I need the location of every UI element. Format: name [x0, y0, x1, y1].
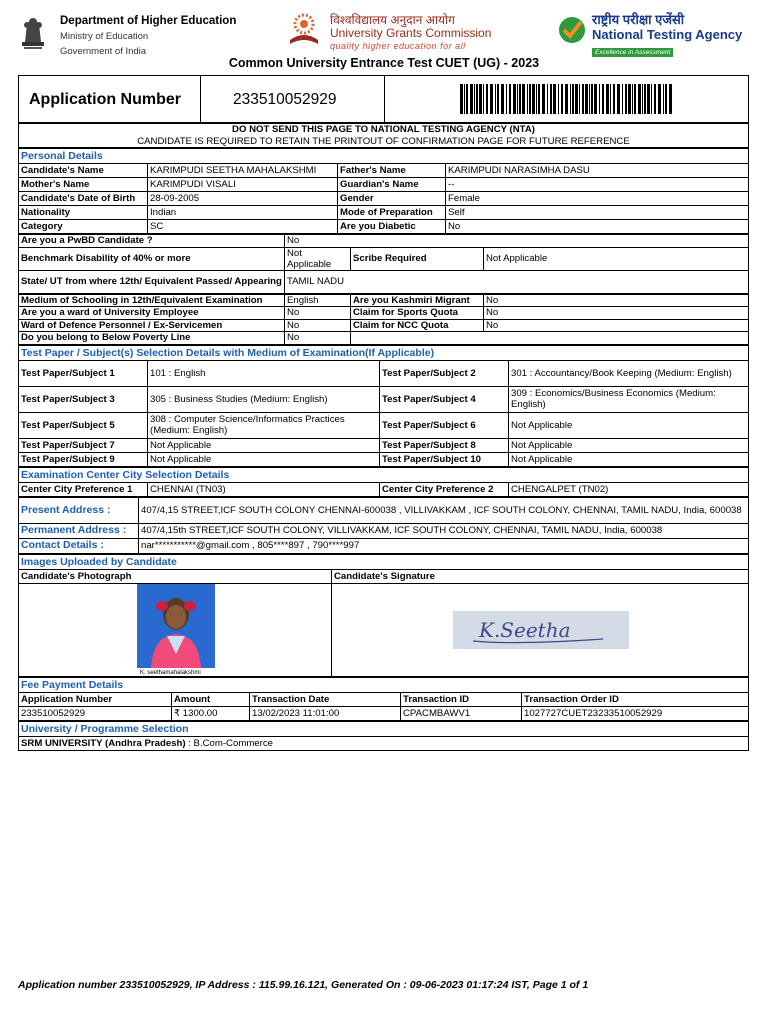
- notice-line2: CANDIDATE IS REQUIRED TO RETAIN THE PRINTOUT OF CONFIRMATION PAGE FOR FUTURE REFERENCE: [19, 136, 749, 148]
- candidate-signature: [453, 611, 629, 649]
- signature-text: K.Seetha: [479, 617, 571, 642]
- course-name: : B.Com-Commerce: [185, 737, 273, 749]
- ugc-english: University Grants Commission: [330, 26, 492, 40]
- value-scribe: Not Applicable: [484, 247, 749, 270]
- subject-row: [19, 360, 749, 386]
- center-heading: Examination Center City Selection Details: [18, 467, 749, 482]
- value-sports: No: [484, 307, 749, 320]
- nta-badge: Excellence in Assessment: [592, 48, 673, 57]
- page-footer: Application number 233510052929, IP Address : 115.99.16.121, Generated On : 09-06-2023 01:17:24 IST, Page 1 of 1: [18, 979, 589, 991]
- subject-value: Not Applicable: [148, 452, 380, 466]
- value-category: SC: [148, 220, 338, 234]
- fee-header-txn-id: Transaction ID: [401, 692, 522, 706]
- label-ncc: Claim for NCC Quota: [351, 319, 484, 332]
- value-ward-def: No: [285, 319, 351, 332]
- fee-header-application: Application Number: [19, 692, 172, 706]
- subject-value: Not Applicable: [509, 412, 749, 438]
- fee-date: 13/02/2023 11:01:00: [250, 706, 401, 720]
- value-father-name: KARIMPUDI NARASIMHA DASU: [446, 164, 749, 178]
- label-center-pref2: Center City Preference 2: [380, 482, 509, 496]
- value-ncc: No: [484, 319, 749, 332]
- page-header: [18, 8, 750, 60]
- label-mode: Mode of Preparation: [338, 206, 446, 220]
- label-center-pref1: Center City Preference 1: [19, 482, 148, 496]
- subject-row: [19, 452, 749, 466]
- government-name: Government of India: [60, 46, 147, 57]
- fee-order-id: 1027727CUET23233510052929: [522, 706, 749, 720]
- fee-header-date: Transaction Date: [250, 692, 401, 706]
- subject-label: Test Paper/Subject 10: [380, 452, 509, 466]
- label-guardian-name: Guardian's Name: [338, 178, 446, 192]
- value-dob: 28-09-2005: [148, 192, 338, 206]
- label-dob: Candidate's Date of Birth: [19, 192, 148, 206]
- subject-value: 309 : Economics/Business Economics (Medium: English): [509, 386, 749, 412]
- signature-cell: [332, 583, 749, 676]
- subject-value: 308 : Computer Science/Informatics Practices (Medium: English): [148, 412, 380, 438]
- value-bpl: No: [285, 332, 351, 345]
- value-kashmiri: No: [484, 294, 749, 307]
- value-center-pref1: CHENNAI (TN03): [148, 482, 380, 496]
- fee-txn-id: CPACMBAWV1: [401, 706, 522, 720]
- value-gender: Female: [446, 192, 749, 206]
- present-address-label: Present Address :: [19, 497, 139, 523]
- ugc-tagline: quality higher education for all: [330, 41, 466, 51]
- present-address: 407/4,15 STREET,ICF SOUTH COLONY CHENNAI-600038 , VILLIVAKKAM , ICF SOUTH COLONY, CHENNAI, TAMIL NADU, India, 600038: [139, 497, 749, 523]
- value-guardian-name: --: [446, 178, 749, 192]
- label-state: State/ UT from where 12th/ Equivalent Passed/ Appearing: [19, 270, 285, 293]
- ugc-logo-icon: [286, 10, 322, 50]
- empty-cell: [351, 332, 749, 345]
- label-nationality: Nationality: [19, 206, 148, 220]
- notice-line1: DO NOT SEND THIS PAGE TO NATIONAL TESTING AGENCY (NTA): [19, 124, 749, 136]
- signature-label: Candidate's Signature: [332, 569, 749, 583]
- value-mode: Self: [446, 206, 749, 220]
- subject-row: [19, 438, 749, 452]
- nta-hindi: राष्ट्रीय परीक्षा एजेंसी: [592, 12, 685, 27]
- label-pwbd: Are you a PwBD Candidate ?: [19, 235, 285, 248]
- dept-title: Department of Higher Education: [60, 15, 237, 27]
- ugc-text: [330, 14, 491, 53]
- label-diabetic: Are you Diabetic: [338, 220, 446, 234]
- subject-value: 305 : Business Studies (Medium: English): [148, 386, 380, 412]
- label-category: Category: [19, 220, 148, 234]
- subject-row: [19, 412, 749, 438]
- label-candidate-name: Candidate's Name: [19, 164, 148, 178]
- label-scribe: Scribe Required: [351, 247, 484, 270]
- nta-text: [592, 12, 742, 57]
- subject-value: 301 : Accountancy/Book Keeping (Medium: English): [509, 360, 749, 386]
- images-heading: Images Uploaded by Candidate: [18, 554, 749, 569]
- value-center-pref2: CHENGALPET (TN02): [509, 482, 749, 496]
- subject-label: Test Paper/Subject 2: [380, 360, 509, 386]
- label-benchmark: Benchmark Disability of 40% or more: [19, 247, 285, 270]
- permanent-address: 407/4,15th STREET,ICF SOUTH COLONY, VILLIVAKKAM, ICF SOUTH COLONY, CHENNAI, TAMIL NADU, India, 600038: [139, 523, 749, 538]
- checkmark-logo-icon: [558, 16, 586, 44]
- value-pwbd: No: [285, 235, 749, 248]
- value-benchmark: Not Applicable: [285, 247, 351, 270]
- subject-value: 101 : English: [148, 360, 380, 386]
- subject-value: Not Applicable: [509, 452, 749, 466]
- ministry-name: Ministry of Education: [60, 31, 149, 42]
- value-mother-name: KARIMPUDI VISALI: [148, 178, 338, 192]
- fee-application: 233510052929: [19, 706, 172, 720]
- photo-cell: [19, 583, 332, 676]
- subject-label: Test Paper/Subject 4: [380, 386, 509, 412]
- subject-label: Test Paper/Subject 8: [380, 438, 509, 452]
- value-candidate-name: KARIMPUDI SEETHA MAHALAKSHMI: [148, 164, 338, 178]
- label-gender: Gender: [338, 192, 446, 206]
- label-father-name: Father's Name: [338, 164, 446, 178]
- doc-title: Common University Entrance Test CUET (UG) - 2023: [228, 56, 540, 70]
- subject-label: Test Paper/Subject 6: [380, 412, 509, 438]
- label-mother-name: Mother's Name: [19, 178, 148, 192]
- personal-heading: Personal Details: [18, 148, 749, 163]
- candidate-photo: [137, 584, 215, 676]
- contact-details: nar***********@gmail.com , 805****897 , 790****997: [139, 538, 749, 553]
- subject-label: Test Paper/Subject 5: [19, 412, 148, 438]
- label-kashmiri: Are you Kashmiri Migrant: [351, 294, 484, 307]
- contact-label: Contact Details :: [19, 538, 139, 553]
- fee-header-order-id: Transaction Order ID: [522, 692, 749, 706]
- value-diabetic: No: [446, 220, 749, 234]
- subject-label: Test Paper/Subject 1: [19, 360, 148, 386]
- dhe-block: [60, 14, 236, 59]
- application-label: Application Number: [19, 76, 201, 123]
- emblem-icon: [18, 12, 48, 52]
- label-ward-def: Ward of Defence Personnel / Ex-Servicemen: [19, 319, 285, 332]
- photo-caption: K. seethamahalakshmi: [140, 669, 201, 676]
- label-sports: Claim for Sports Quota: [351, 307, 484, 320]
- label-bpl: Do you belong to Below Poverty Line: [19, 332, 285, 345]
- subject-label: Test Paper/Subject 3: [19, 386, 148, 412]
- value-ward-univ: No: [285, 307, 351, 320]
- photo-label: Candidate's Photograph: [19, 569, 332, 583]
- application-number: 233510052929: [201, 76, 385, 123]
- programme-heading: University / Programme Selection: [18, 721, 749, 736]
- label-ward-univ: Are you a ward of University Employee: [19, 307, 285, 320]
- barcode-cell: [385, 76, 749, 123]
- label-medium: Medium of Schooling in 12th/Equivalent Examination: [19, 294, 285, 307]
- subject-value: Not Applicable: [509, 438, 749, 452]
- subject-label: Test Paper/Subject 7: [19, 438, 148, 452]
- nta-english: National Testing Agency: [592, 27, 743, 42]
- fee-header-amount: Amount: [172, 692, 250, 706]
- fee-heading: Fee Payment Details: [18, 677, 749, 692]
- barcode-icon: [460, 84, 674, 114]
- subjects-heading: Test Paper / Subject(s) Selection Details with Medium of Examination(If Applicable): [18, 345, 749, 360]
- programme-row: [19, 736, 749, 750]
- subject-label: Test Paper/Subject 9: [19, 452, 148, 466]
- university-name: SRM UNIVERSITY (Andhra Pradesh): [21, 737, 186, 749]
- application-box: [18, 75, 749, 751]
- fee-amount: ₹ 1300.00: [172, 706, 250, 720]
- subject-row: [19, 386, 749, 412]
- value-nationality: Indian: [148, 206, 338, 220]
- value-medium: English: [285, 294, 351, 307]
- subject-value: Not Applicable: [148, 438, 380, 452]
- value-state: TAMIL NADU: [285, 270, 749, 293]
- permanent-address-label: Permanent Address :: [19, 523, 139, 538]
- ugc-hindi: विश्वविद्यालय अनुदान आयोग: [330, 13, 455, 27]
